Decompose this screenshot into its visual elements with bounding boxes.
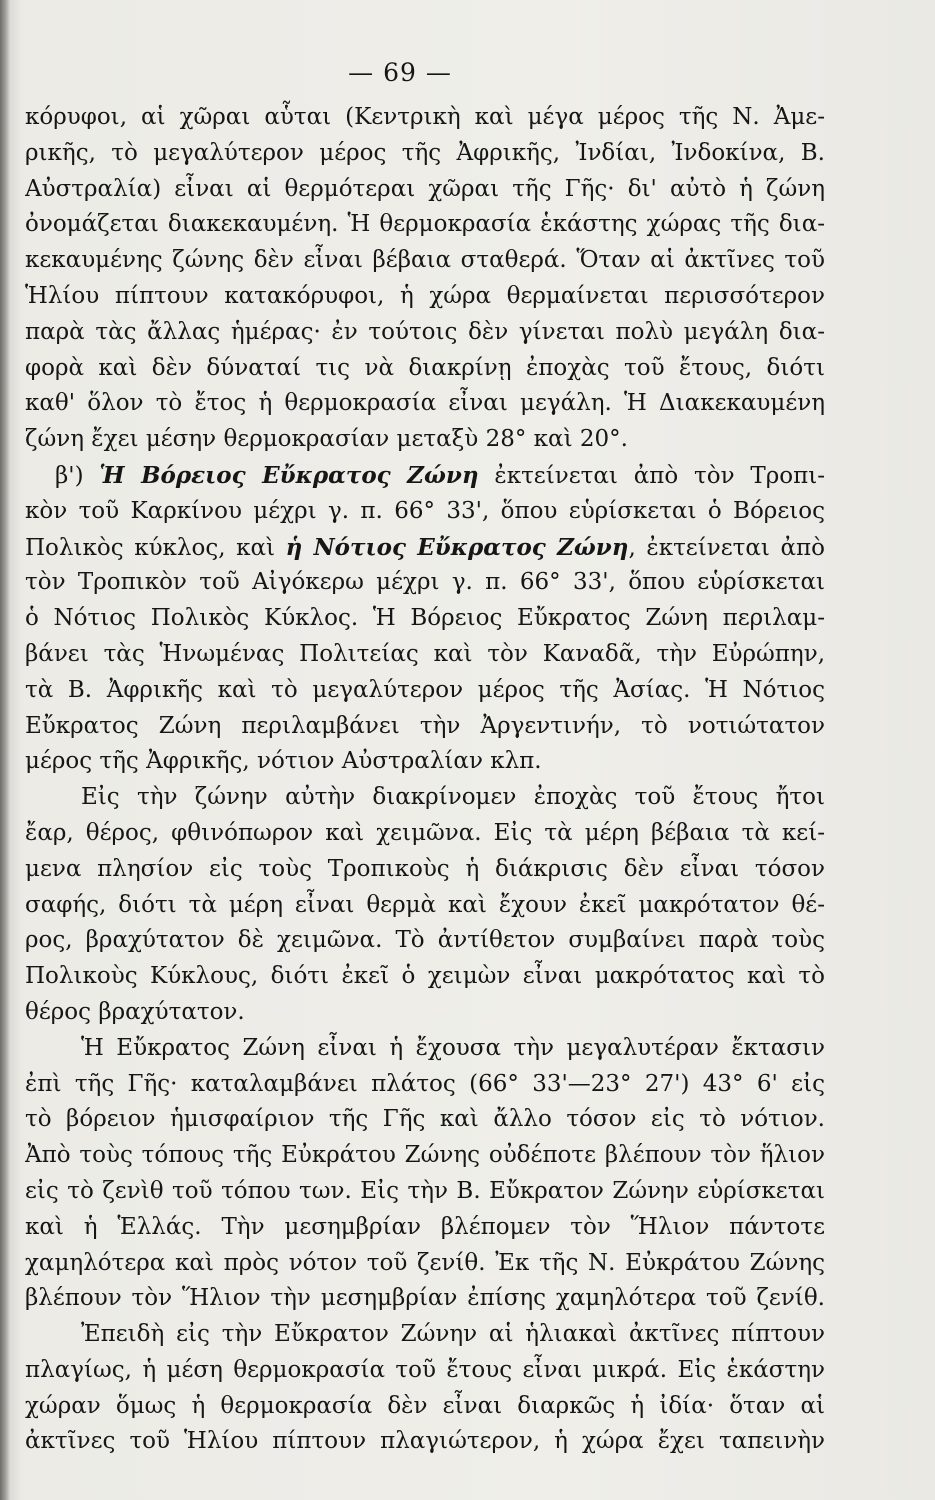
text-line	[25, 458, 825, 494]
text-line: Ἀπὸ τοὺς τόπους τῆς Εὐκράτου Ζώνης οὐδέποτε βλέπουν τὸν ἥλιον	[25, 1142, 825, 1169]
text-line: κὸν τοῦ Καρκίνου μέχρι γ. π. 66° 33', ὅπου εὑρίσκεται ὁ Βόρειος	[25, 497, 825, 524]
text-line: Εἰς τὴν ζώνην αὐτὴν διακρίνομεν ἐποχὰς τοῦ ἔτους ἤτοι	[81, 784, 825, 811]
body-text	[25, 100, 825, 1460]
text-line: καθ' ὅλον τὸ ἔτος ἡ θερμοκρασία εἶναι μεγάλη. Ἡ Διακεκαυμένη	[25, 390, 825, 417]
binding-edge	[0, 0, 10, 1500]
text-span: , ἐκτείνεται ἀπὸ	[628, 534, 825, 561]
text-span: ἐκτείνεται ἀπὸ τὸν Τροπι-	[478, 462, 825, 489]
text-line: Ἡ Εὔκρατος Ζώνη εἶναι ἡ ἔχουσα τὴν μεγαλυτέραν ἔκτασιν	[81, 1034, 825, 1061]
text-line: ὁ Νότιος Πολικὸς Κύκλος. Ἡ Βόρειος Εὔκρατος Ζώνη περιλαμ-	[25, 605, 825, 632]
text-line: βλέπουν τὸν Ἥλιον τὴν μεσημβρίαν ἐπίσης χαμηλότερα τοῦ ζενίθ.	[25, 1285, 825, 1312]
text-line: τὰ Β. Ἀφρικῆς καὶ τὸ μεγαλύτερον μέρος τῆς Ἀσίας. Ἡ Νότιος	[25, 676, 825, 703]
text-line: ρος, βραχύτατον δὲ χειμῶνα. Τὸ ἀντίθετον συμβαίνει παρὰ τοὺς	[25, 927, 825, 954]
text-line: Εὔκρατος Ζώνη περιλαμβάνει τὴν Ἀργεντινήν, τὸ νοτιώτατον	[25, 712, 825, 739]
text-line: Αὐστραλία) εἶναι αἱ θερμότεραι χῶραι τῆς Γῆς· δι' αὐτὸ ἡ ζώνη	[25, 175, 825, 202]
text-line: Πολικοὺς Κύκλους, διότι ἐκεῖ ὁ χειμὼν εἶναι μακρότατος καὶ τὸ	[25, 963, 825, 990]
emphasized-term: ἡ Νότιος Εὔκρατος Ζώνη	[285, 533, 629, 561]
text-line: πλαγίως, ἡ μέση θερμοκρασία τοῦ ἔτους εἶναι μικρά. Εἰς ἑκάστην	[25, 1356, 825, 1383]
text-line: τὸ βόρειον ἡμισφαίριον τῆς Γῆς καὶ ἄλλο τόσον εἰς τὸ νότιον.	[25, 1106, 825, 1133]
text-line: βάνει τὰς Ἡνωμένας Πολιτείας καὶ τὸν Καναδᾶ, τὴν Εὐρώπην,	[25, 640, 825, 667]
text-line: ζώνη ἔχει μέσην θερμοκρασίαν μεταξὺ 28° καὶ 20°.	[25, 426, 628, 453]
text-line: σαφής, διότι τὰ μέρη εἶναι θερμὰ καὶ ἔχουν ἐκεῖ μακρότατον θέ-	[25, 891, 825, 918]
text-line: ὀνομάζεται διακεκαυμένη. Ἡ θερμοκρασία ἑκάστης χώρας τῆς δια-	[25, 211, 825, 238]
text-line: θέρος βραχύτατον.	[25, 998, 245, 1025]
text-line: Ἐπειδὴ εἰς τὴν Εὔκρατον Ζώνην αἱ ἡλιακαὶ ἀκτῖνες πίπτουν	[81, 1321, 825, 1348]
text-line: ἐπὶ τῆς Γῆς· καταλαμβάνει πλάτος (66° 33'—23° 27') 43° 6' εἰς	[25, 1070, 825, 1097]
text-line: ρικῆς, τὸ μεγαλύτερον μέρος τῆς Ἀφρικῆς, Ἰνδίαι, Ἰνδοκίνα, Β.	[25, 139, 825, 166]
text-line	[25, 530, 825, 566]
text-line: ἔαρ, θέρος, φθινόπωρον καὶ χειμῶνα. Εἰς τὰ μέρη βέβαια τὰ κεί-	[25, 819, 825, 846]
text-line: μενα πλησίον εἰς τοὺς Τροπικοὺς ἡ διάκρισις δὲν εἶναι τόσον	[25, 855, 825, 882]
emphasized-term: Ἡ Βόρειος Εὔκρατος Ζώνη	[99, 461, 479, 489]
text-line: χαμηλότερα καὶ πρὸς νότον τοῦ ζενίθ. Ἐκ τῆς Ν. Εὐκράτου Ζώνης	[25, 1249, 825, 1276]
text-line: φορὰ καὶ δὲν δύναταί τις νὰ διακρίνῃ ἐποχὰς τοῦ ἔτους, διότι	[25, 354, 825, 381]
text-line: ἀκτῖνες τοῦ Ἡλίου πίπτουν πλαγιώτερον, ἡ χώρα ἔχει ταπεινὴν	[25, 1428, 825, 1455]
text-span: Πολικὸς κύκλος, καὶ	[25, 534, 286, 561]
text-line: μέρος τῆς Ἀφρικῆς, νότιον Αὐστραλίαν κλπ.	[25, 748, 542, 775]
text-line: τὸν Τροπικὸν τοῦ Αἰγόκερω μέχρι γ. π. 66° 33', ὅπου εὑρίσκεται	[25, 569, 825, 596]
text-line: καὶ ἡ Ἑλλάς. Τὴν μεσημβρίαν βλέπομεν τὸν Ἥλιον πάντοτε	[25, 1213, 825, 1240]
text-line: εἰς τὸ ζενὶθ τοῦ τόπου των. Εἰς τὴν Β. Εὔκρατον Ζώνην εὑρίσκεται	[25, 1177, 825, 1204]
text-line: Ἡλίου πίπτουν κατακόρυφοι, ἡ χώρα θερμαίνεται περισσότερον	[25, 282, 825, 309]
text-line: παρὰ τὰς ἄλλας ἡμέρας· ἐν τούτοις δὲν γίνεται πολὺ μεγάλη δια-	[25, 318, 825, 345]
text-line: χώραν ὅμως ἡ θερμοκρασία δὲν εἶναι διαρκῶς ἡ ἰδία· ὅταν αἱ	[25, 1392, 825, 1419]
page-number: — 69 —	[348, 58, 452, 87]
text-line: κεκαυμένης ζώνης δὲν εἶναι βέβαια σταθερά. Ὅταν αἱ ἀκτῖνες τοῦ	[25, 247, 825, 274]
list-marker: β')	[55, 462, 100, 489]
text-line: κόρυφοι, αἱ χῶραι αὗται (Κεντρικὴ καὶ μέγα μέρος τῆς Ν. Ἀμε-	[25, 104, 825, 130]
